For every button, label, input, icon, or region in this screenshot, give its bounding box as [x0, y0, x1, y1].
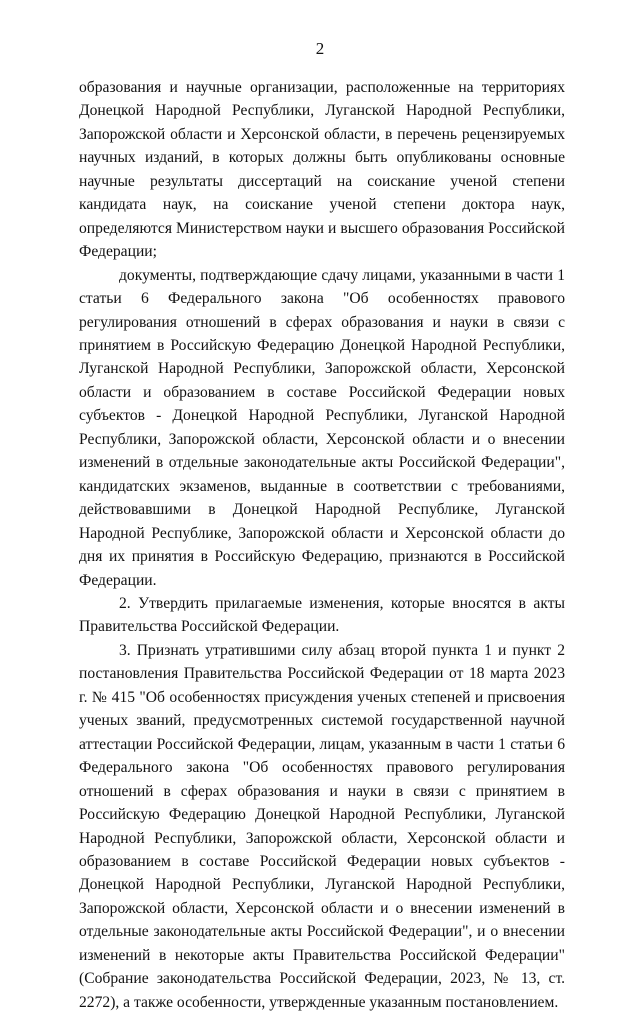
page-number: 2: [315, 39, 325, 58]
paragraph-continuation: образования и научные организации, расположенные на территориях Донецкой Народной Республики, Луганской Народной Республики, Запорожской области и Херсонской области, в перечень рецензируемых научных изданий, в которых должны быть опубликованы основные научные результаты диссертаций на соискание ученой степени кандидата наук, на соискание ученой степени доктора наук, определяются Министерством науки и высшего образования Российской Федерации;: [79, 79, 565, 261]
paragraph-item-3: 3. Признать утратившими силу абзац второй пункта 1 и пункт 2 постановления Правительства Российской Федерации от 18 марта 2023 г. № 415 "Об особенностях присуждения ученых степеней и присвоения ученых званий, предусмотренных системой государственной научной аттестации Российской Федерации, лицам, указанным в части 1 статьи 6 Федерального закона "Об особенностях правового регулирования отношений в сферах образования и науки в связи с принятием в Российскую Федерацию Донецкой Народной Республики, Луганской Народной Республики, Запорожской области, Херсонской области и образованием в составе Российской Федерации новых субъектов - Донецкой Народной Республики, Луганской Народной Республики, Запорожской области, Херсонской области и о внесении изменений в отдельные законодательные акты Российской Федерации", и о внесении изменений в некоторые акты Правительства Российской Федерации" (Собрание законодательства Российской Федерации, 2023, № 13, ст. 2272), а также особенности, утвержденные указанным постановлением.: [79, 641, 565, 1011]
document-body: [79, 76, 565, 1014]
paragraph-documents: документы, подтверждающие сдачу лицами, указанными в части 1 статьи 6 Федерального закона "Об особенностях правового регулирования отношений в сферах образования и науки в связи с принятием в Российскую Федерацию Донецкой Народной Республики, Луганской Народной Республики, Запорожской области, Херсонской области и образованием в составе Российской Федерации новых субъектов - Донецкой Народной Республики, Луганской Народной Республики, Запорожской области, Херсонской области и о внесении изменений в отдельные законодательные акты Российской Федерации", кандидатских экзаменов, выданные в соответствии с требованиями, действовавшими в Донецкой Народной Республике, Луганской Народной Республике, Запорожской области и Херсонской области до дня их принятия в Российскую Федерацию, признаются в Российской Федерации.: [79, 266, 565, 589]
paragraph-item-2: 2. Утвердить прилагаемые изменения, которые вносятся в акты Правительства Российской Федерации.: [79, 594, 565, 636]
